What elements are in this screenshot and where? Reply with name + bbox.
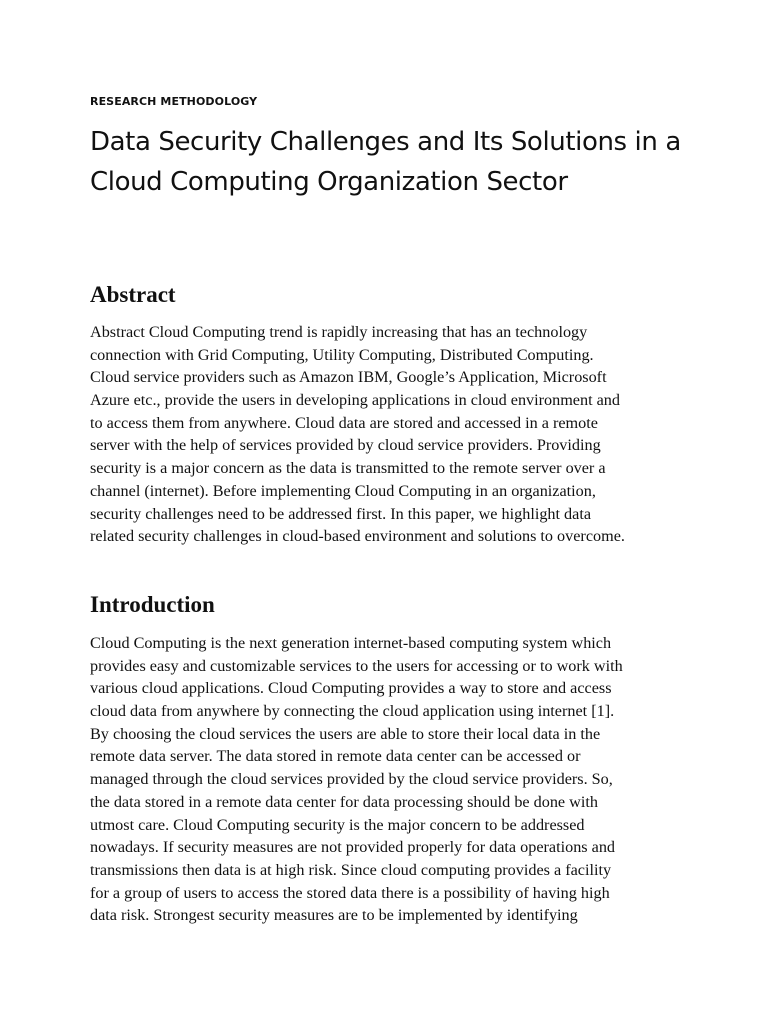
text-line: data risk. Strongest security measures are to be implemented by identifying [90,906,578,925]
text-line: security challenges need to be addressed first. In this paper, we highlight data [90,504,592,523]
introduction-paragraph [90,632,680,927]
text-line: channel (internet). Before implementing Cloud Computing in an organization, [90,481,596,500]
text-line: transmissions then data is at high risk. Since cloud computing provides a facility [90,860,612,879]
text-line: Cloud Computing is the next generation internet-based computing system which [90,634,612,652]
title-line: Data Security Challenges and Its Solutions in a [90,127,681,157]
text-line: managed through the cloud services provided by the cloud service providers. So, [90,770,613,789]
text-line: server with the help of services provided by cloud service providers. Providing [90,436,601,455]
title-line: Cloud Computing Organization Sector [90,167,568,197]
text-line: security is a major concern as the data is transmitted to the remote server over a [90,459,606,478]
text-line: various cloud applications. Cloud Computing provides a way to store and access [90,679,612,698]
introduction-heading: Introduction [90,592,215,617]
text-line: related security challenges in cloud-based environment and solutions to overcome. [90,527,625,546]
text-line: cloud data from anywhere by connecting the cloud application using internet [1]. [90,702,615,721]
text-line: to access them from anywhere. Cloud data are stored and accessed in a remote [90,413,598,432]
abstract-heading: Abstract [90,282,176,307]
text-line: for a group of users to access the stored data there is a possibility of having high [90,883,610,902]
text-line: connection with Grid Computing, Utility Computing, Distributed Computing. [90,345,594,364]
document-title [90,122,690,202]
abstract-paragraph [90,321,680,548]
text-line: nowadays. If security measures are not provided properly for data operations and [90,838,616,857]
text-line: Abstract Cloud Computing trend is rapidly increasing that has an technology [90,323,588,341]
text-line: provides easy and customizable services to the users for accessing or to work with [90,656,623,675]
text-line: By choosing the cloud services the users are able to store their local data in the [90,724,601,743]
text-line: Cloud service providers such as Amazon IBM, Google’s Application, Microsoft [90,368,607,387]
text-line: remote data server. The data stored in remote data center can be accessed or [90,747,581,766]
text-line: utmost care. Cloud Computing security is the major concern to be addressed [90,815,585,834]
running-header: RESEARCH METHODOLOGY [90,95,258,108]
text-line: the data stored in a remote data center for data processing should be done with [90,792,598,811]
text-line: Azure etc., provide the users in developing applications in cloud environment and [90,391,620,410]
